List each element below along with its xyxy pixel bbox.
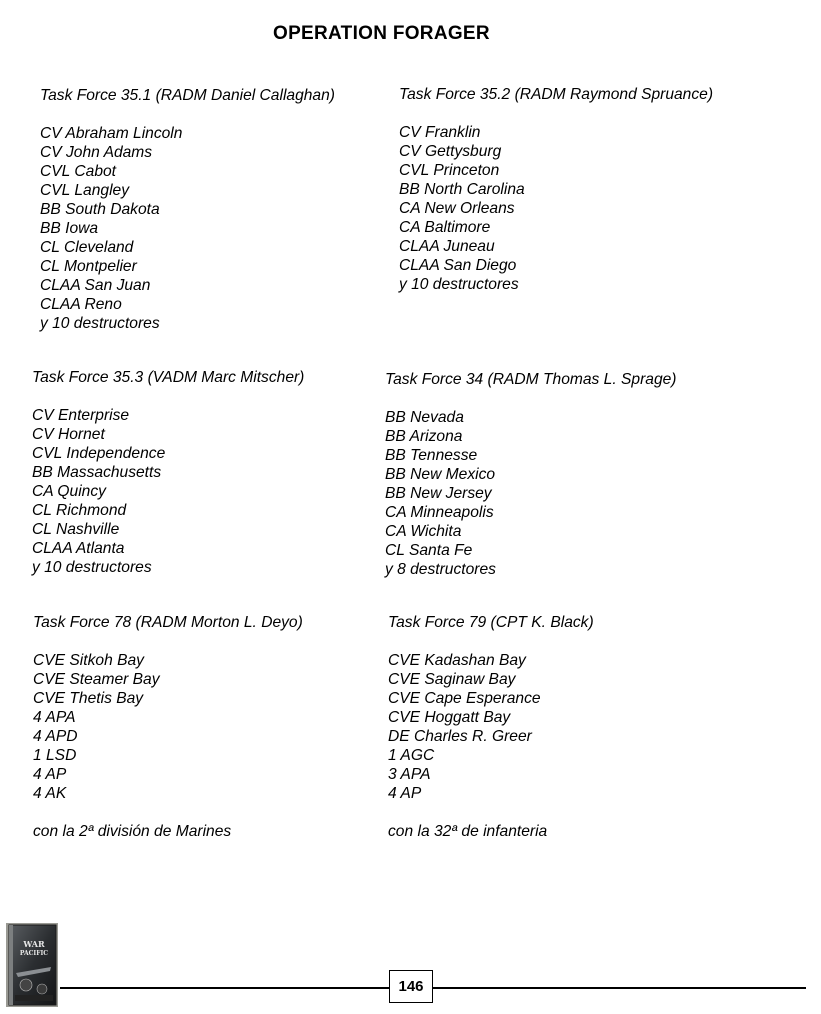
ship-entry: BB New Mexico	[385, 466, 496, 483]
ship-entry: 4 AP	[388, 785, 422, 802]
cover-title-line2: PACIFIC	[19, 950, 49, 957]
ship-entry: CVE Sitkoh Bay	[33, 652, 144, 669]
ship-entry: CVE Kadashan Bay	[388, 652, 526, 669]
ship-entry: CVL Independence	[32, 445, 166, 462]
task-force-note: con la 32ª de infanteria	[388, 823, 548, 840]
task-force-35-2	[399, 85, 713, 294]
ship-list	[385, 408, 676, 579]
ship-entry: BB New Jersey	[385, 485, 492, 502]
ship-entry: y 8 destructores	[385, 561, 496, 578]
ship-entry: CLAA Juneau	[399, 238, 495, 255]
ship-entry: y 10 destructores	[32, 559, 152, 576]
task-force-79	[388, 613, 594, 841]
ship-entry: CA Minneapolis	[385, 504, 494, 521]
ship-list	[388, 651, 594, 803]
ship-entry: CVE Steamer Bay	[33, 671, 160, 688]
ship-entry: 4 AK	[33, 785, 67, 802]
task-force-note: con la 2ª división de Marines	[33, 823, 232, 840]
cover-title-line1: WAR	[23, 939, 45, 949]
ship-list	[399, 123, 713, 294]
ship-entry: BB Tennesse	[385, 447, 478, 464]
ship-entry: CV Gettysburg	[399, 143, 502, 160]
ship-entry: CVL Cabot	[40, 163, 116, 180]
ship-entry: y 10 destructores	[399, 276, 519, 293]
task-force-title: Task Force 35.2 (RADM Raymond Spruance)	[399, 86, 714, 103]
ship-list	[33, 651, 303, 803]
ship-entry: 1 AGC	[388, 747, 435, 764]
ship-list	[40, 124, 335, 333]
ship-entry: CA New Orleans	[399, 200, 515, 217]
ship-entry: BB Nevada	[385, 409, 464, 426]
task-force-78	[33, 613, 303, 841]
ship-entry: CVE Saginaw Bay	[388, 671, 516, 688]
task-force-title: Task Force 34 (RADM Thomas L. Sprage)	[385, 371, 677, 388]
ship-entry: CL Santa Fe	[385, 542, 473, 559]
ship-entry: CVL Princeton	[399, 162, 500, 179]
ship-entry: CV Franklin	[399, 124, 481, 141]
ship-entry: 4 AP	[33, 766, 67, 783]
ship-entry: CVL Langley	[40, 182, 130, 199]
ship-entry: BB North Carolina	[399, 181, 525, 198]
ship-entry: BB Iowa	[40, 220, 99, 237]
ship-entry: CV Enterprise	[32, 407, 130, 424]
ship-entry: 4 APD	[33, 728, 78, 745]
task-force-35-3	[32, 368, 304, 577]
page-title: OPERATION FORAGER	[273, 23, 490, 44]
task-force-title: Task Force 78 (RADM Morton L. Deyo)	[33, 614, 303, 631]
page-number: 146	[389, 970, 433, 1003]
ship-entry: CVE Thetis Bay	[33, 690, 144, 707]
footer-rule	[60, 987, 806, 989]
ship-entry: 3 APA	[388, 766, 431, 783]
ship-entry: CL Nashville	[32, 521, 120, 538]
game-cover-image	[6, 923, 58, 1007]
ship-entry: CA Baltimore	[399, 219, 491, 236]
ship-entry: CLAA Reno	[40, 296, 122, 313]
ship-entry: DE Charles R. Greer	[388, 728, 532, 745]
ship-entry: CLAA Atlanta	[32, 540, 125, 557]
ship-entry: y 10 destructores	[40, 315, 160, 332]
task-force-35-1	[40, 86, 335, 333]
ship-entry: CV John Adams	[40, 144, 153, 161]
ship-entry: CLAA San Diego	[399, 257, 517, 274]
ship-entry: CA Quincy	[32, 483, 106, 500]
ship-entry: 1 LSD	[33, 747, 77, 764]
ship-entry: CV Hornet	[32, 426, 105, 443]
ship-entry: BB South Dakota	[40, 201, 160, 218]
task-force-title: Task Force 79 (CPT K. Black)	[388, 614, 594, 631]
ship-entry: CVE Cape Esperance	[388, 690, 541, 707]
ship-list	[32, 406, 304, 577]
ship-entry: CA Wichita	[385, 523, 462, 540]
ship-entry: 4 APA	[33, 709, 76, 726]
ship-entry: BB Massachusetts	[32, 464, 162, 481]
ship-entry: CV Abraham Lincoln	[40, 125, 183, 142]
task-force-34	[385, 370, 676, 579]
ship-entry: CVE Hoggatt Bay	[388, 709, 511, 726]
ship-entry: CL Montpelier	[40, 258, 137, 275]
ship-entry: CL Richmond	[32, 502, 127, 519]
ship-entry: CLAA San Juan	[40, 277, 151, 294]
task-force-title: Task Force 35.3 (VADM Marc Mitscher)	[32, 369, 305, 386]
ship-entry: BB Arizona	[385, 428, 463, 445]
ship-entry: CL Cleveland	[40, 239, 134, 256]
task-force-title: Task Force 35.1 (RADM Daniel Callaghan)	[40, 87, 335, 104]
